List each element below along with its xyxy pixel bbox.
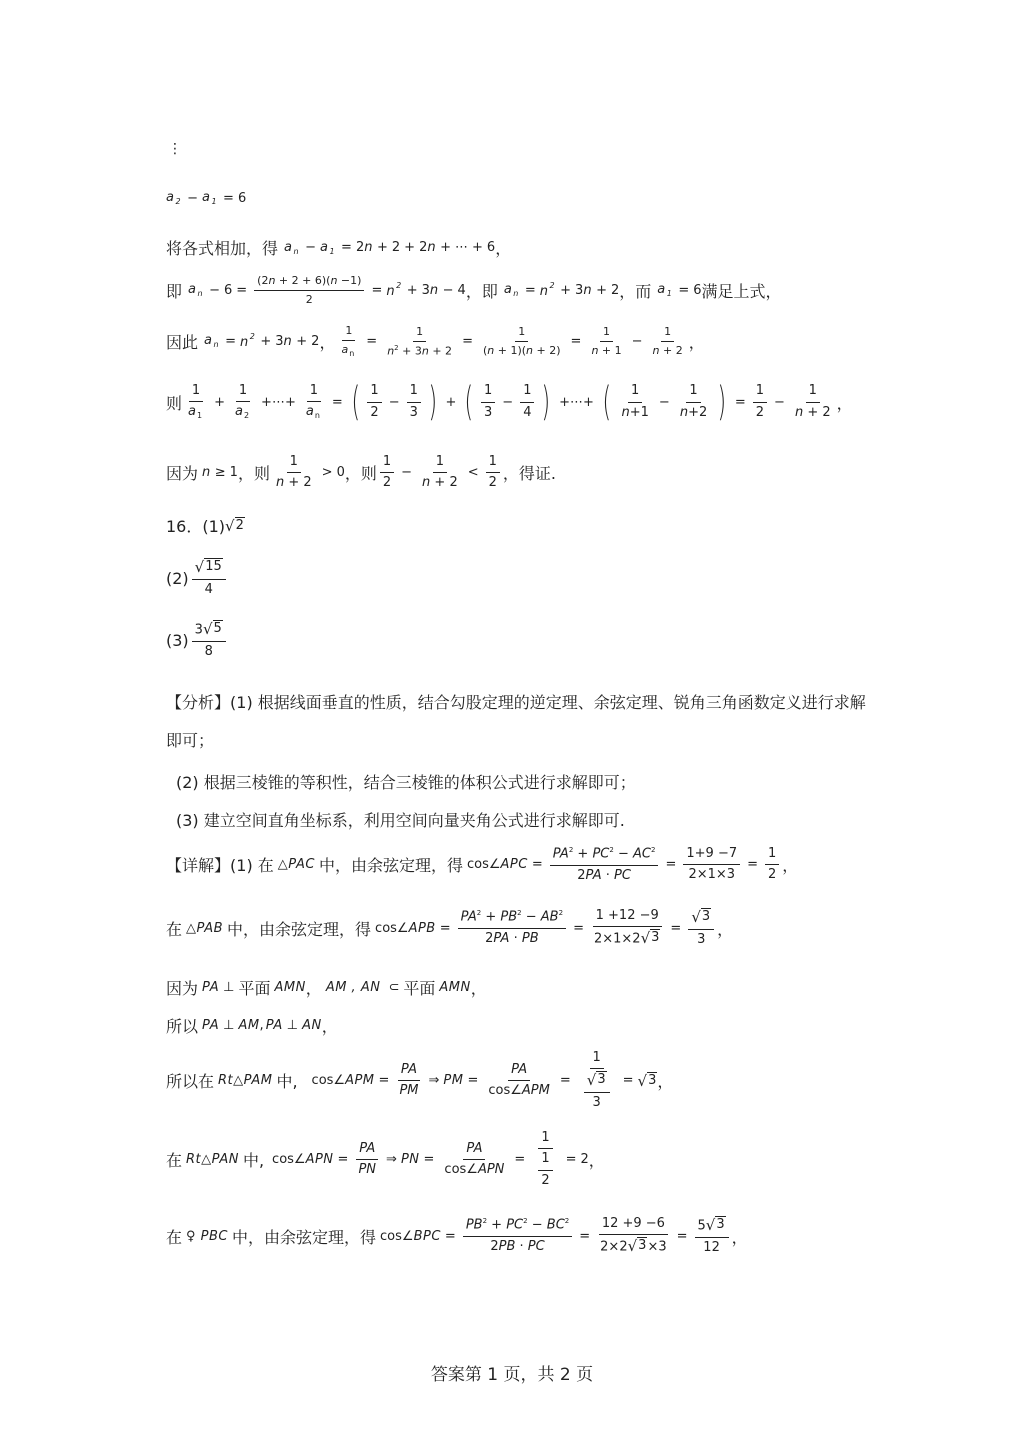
answer-16-1: 16．(1) √ 2 xyxy=(166,516,244,536)
analysis-item-2: (2) 根据三棱锥的等积性，结合三棱锥的体积公式进行求解即可； xyxy=(176,773,636,792)
conclusion-line: 因为 n ≥ 1 ，则 $\frac{1}{n + 2}$ > 0 ，则 $\frac{1}{2}$ − $\frac{1}{n + 2}$ < $\frac{1}{2}$ ，得证. xyxy=(166,454,557,491)
detail-cos-apc: 【详解】 (1) 在 △PAC 中，由余弦定理，得 cos∠ APC = $\frac{PA^2 + PC^2 - AC^2}{2PA \cdot PC}$ = $\frac{1+9 -7}{2\times 1\times 3}$ = $\frac{1}{2}$ ， xyxy=(166,846,799,883)
detail-therefore-perp: 所以 PA ⊥ AM , PA ⊥ AN ， xyxy=(166,1017,338,1036)
reciprocal-line: 因此 $a_n$ = $n^2$ + 3 n + 2 ， $\frac{1}{a_n}$ = $\frac{1}{n^2 + 3n + 2}$ = $\frac{1}{(n + 1)(n + 2)}$ = $\frac{1}{n + 1}$ − $\frac{1}{n + 2}$ ， xyxy=(166,324,705,358)
detail-perpendicular: 因为 PA ⊥ 平面 AMN ， AM , AN ⊂ 平面 AMN ， xyxy=(166,979,487,998)
analysis-item-1: (1) 根据线面垂直的性质，结合勾股定理的逆定理、余弦定理、锐角三角函数定义进行求解即可； xyxy=(166,693,866,750)
vertical-ellipsis: ⋮ xyxy=(168,141,182,157)
page-footer: 答案第 1 页，共 2 页 xyxy=(430,1365,594,1385)
answer-16-2: (2) √ 15 4 xyxy=(166,558,229,598)
detail-pn: 在 Rt△PAN 中, cos∠ APN = $\frac{PA}{PN}$ ⇒ PN = $\frac{PA}{\text{cos∠APN}}$ = $\frac{1}{\frac{1}{2}}$ = 2 ， xyxy=(166,1130,605,1188)
analysis-item-3: (3) 建立空间直角坐标系，利用空间向量夹角公式进行求解即可. xyxy=(176,811,625,830)
detail-cos-bpc: 在 ♀ PBC 中，由余弦定理，得 cos∠ BPC = $\frac{PB^2 + PC^2 - BC^2}{2PB \cdot PC}$ = 12 +9 −6 2×2 √ 3 ×3 = 5 √ 3 12 ， xyxy=(166,1215,748,1255)
telescoping-sum-line: 则 $\frac{1}{a_1}$ + $\frac{1}{a_2}$ +⋯+ $\frac{1}{a_n}$ = ( $\frac{1}{2}$ − $\frac{1}{3}$ ) + ( $\frac{1}{3}$ − $\frac{1}{4}$ ) +⋯+ ( $\frac{1}{n+1}$ − $\frac{1}{n+2}$ ) = $\frac{1}{2}$ − $\frac{1}{n + 2}$ ， xyxy=(166,379,853,425)
analysis-tag: 【分析】 xyxy=(166,693,231,712)
equation-a2-a1: $a_2$ − $a_1$ = 6 xyxy=(166,190,247,206)
sum-line: 将各式相加，得 $a_n$ − $a_1$ = 2 n + 2 + 2 n + ⋯ + 6 ， xyxy=(166,239,512,258)
detail-pm: 所以在 Rt△PAM 中, cos∠ APM = $\frac{PA}{PM}$ ⇒ PM = $\frac{PA}{\text{cos∠APM}}$ = 1 √ 3 3 = √ 3 ， xyxy=(166,1050,674,1111)
detail-cos-apb: 在 △PAB 中，由余弦定理，得 cos∠ APB = $\frac{PA^2 + PB^2 - AB^2}{2PA \cdot PB}$ = 1 +12 −9 2×1×2 √ 3 = √ 3 3 ， xyxy=(166,907,734,947)
analysis-paragraph xyxy=(166,684,866,760)
an-derivation-line: 即 $a_n$ − 6 = $\frac{(2n + 2 + 6)(n -1)}{2}$ = $n^2$ + 3 n − 4 ，即 $a_n$ = $n^2$ + 3 n + 2 ，而 $a_1$ = 6 满足上式， xyxy=(166,274,782,306)
answer-16-3: (3) 3 √ 5 8 xyxy=(166,620,229,660)
